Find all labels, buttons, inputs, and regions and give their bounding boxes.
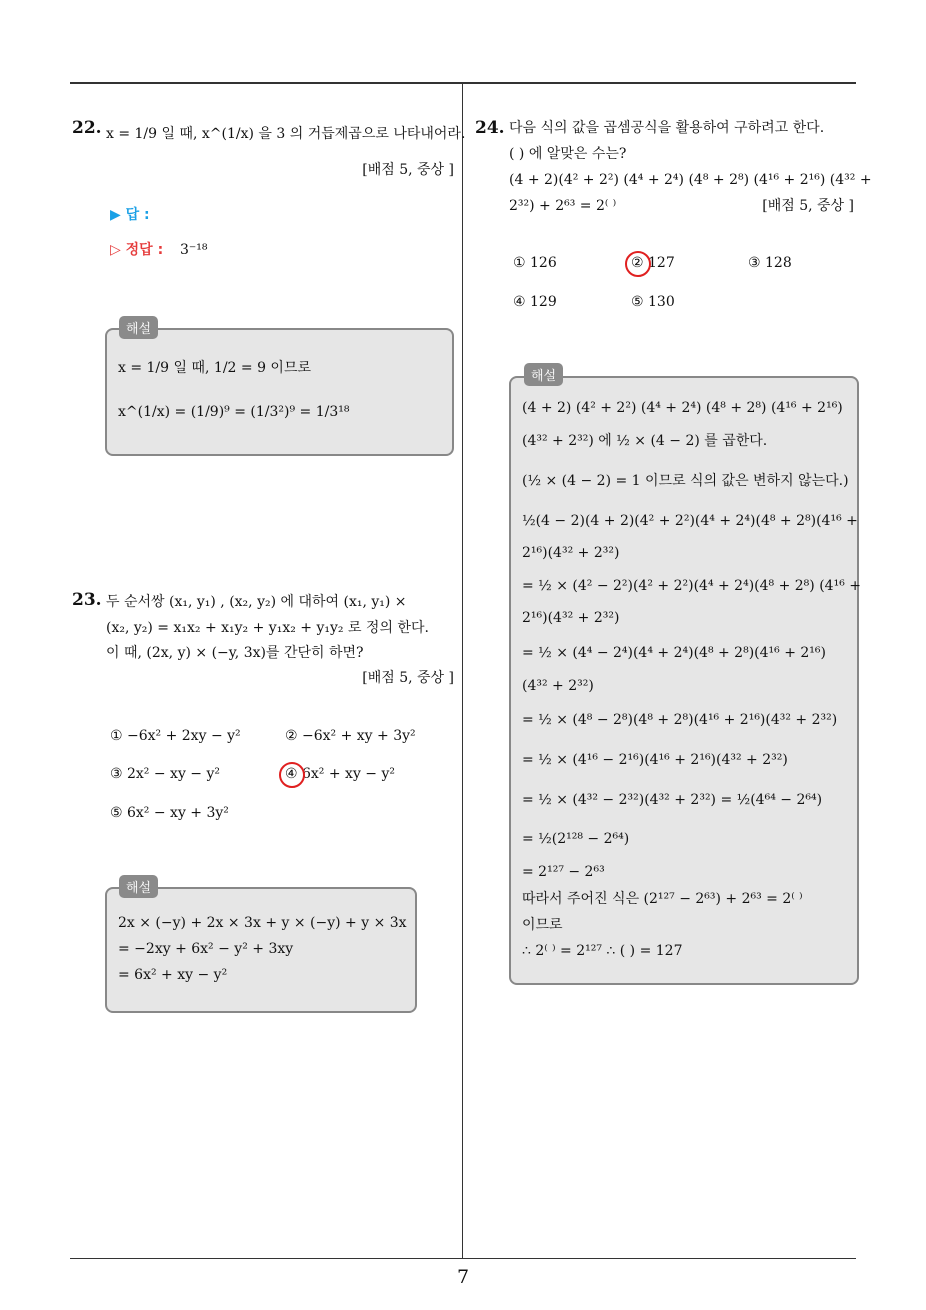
- q24-explain-line: (4 + 2) (4² + 2²) (4⁴ + 2⁴) (4⁸ + 2⁸) (4¹⁶ + 2¹⁶): [522, 400, 843, 416]
- q24-explain-line: = ½ × (4⁴ − 2⁴)(4⁴ + 2⁴)(4⁸ + 2⁸)(4¹⁶ + 2¹⁶): [522, 645, 826, 661]
- top-rule: [70, 82, 856, 84]
- q24-option-5[interactable]: ⑤ 130: [631, 294, 675, 310]
- q24-points: [배점 5, 중상 ]: [762, 198, 854, 214]
- q22-text: x = 1/9 일 때, x^(1/x) 을 3 의 거듭제곱으로 나타내어라.: [106, 126, 466, 142]
- q23-explain-line: 2x × (−y) + 2x × 3x + y × (−y) + y × 3x: [118, 915, 407, 931]
- q24-explain-line: ½(4 − 2)(4 + 2)(4² + 2²)(4⁴ + 2⁴)(4⁸ + 2⁸)(4¹⁶ +: [522, 513, 858, 529]
- q22-explain-line: x = 1/9 일 때, 1/2 = 9 이므로: [118, 360, 311, 376]
- q23-option-3[interactable]: ③ 2x² − xy − y²: [110, 766, 221, 782]
- q23-option-1[interactable]: ① −6x² + 2xy − y²: [110, 728, 241, 744]
- q22-explanation-tag: 해설: [119, 316, 158, 339]
- q24-explain-line: = ½ × (4⁸ − 2⁸)(4⁸ + 2⁸)(4¹⁶ + 2¹⁶)(4³² + 2³²): [522, 712, 838, 728]
- q24-option-1[interactable]: ① 126: [513, 255, 557, 271]
- q24-explain-line: 따라서 주어진 식은 (2¹²⁷ − 2⁶³) + 2⁶³ = 2⁽ ⁾: [522, 891, 803, 907]
- q24-selected-circle-icon: [625, 251, 651, 277]
- q24-line: ( ) 에 알맞은 수는?: [509, 146, 627, 162]
- q23-explain-line: = −2xy + 6x² − y² + 3xy: [118, 941, 294, 957]
- q24-line: 2³²) + 2⁶³ = 2⁽ ⁾: [509, 198, 617, 214]
- q22-correct-value: 3⁻¹⁸: [180, 242, 208, 258]
- q23-number: 23.: [72, 590, 102, 610]
- q23-explanation-tag: 해설: [119, 875, 158, 898]
- q23-line: 두 순서쌍 (x₁, y₁) , (x₂, y₂) 에 대하여 (x₁, y₁) ×: [106, 594, 407, 610]
- q23-explain-line: = 6x² + xy − y²: [118, 967, 228, 983]
- q24-explain-line: = ½ × (4¹⁶ − 2¹⁶)(4¹⁶ + 2¹⁶)(4³² + 2³²): [522, 752, 788, 768]
- q24-explain-line: = ½ × (4³² − 2³²)(4³² + 2³²) = ½(4⁶⁴ − 2⁶⁴): [522, 792, 823, 808]
- q24-explain-line: (4³² + 2³²): [522, 678, 594, 694]
- q24-explain-line: 2¹⁶)(4³² + 2³²): [522, 545, 620, 561]
- q24-explain-line: 이므로: [522, 917, 563, 933]
- q24-explain-line: (4³² + 2³²) 에 ½ × (4 − 2) 를 곱한다.: [522, 433, 768, 449]
- q24-explain-line: 2¹⁶)(4³² + 2³²): [522, 610, 620, 626]
- q24-explain-line: = ½(2¹²⁸ − 2⁶⁴): [522, 831, 630, 847]
- q24-explain-line: ∴ 2⁽ ⁾ = 2¹²⁷ ∴ ( ) = 127: [522, 943, 683, 959]
- q22-correct-label: ▷ 정답 :: [110, 242, 164, 258]
- q23-selected-circle-icon: [279, 762, 305, 788]
- page-number: 7: [456, 1266, 470, 1288]
- q22-number: 22.: [72, 118, 102, 138]
- q23-line: (x₂, y₂) = x₁x₂ + x₁y₂ + y₁x₂ + y₁y₂ 로 정의 한다.: [106, 620, 429, 636]
- q24-explanation-tag: 해설: [524, 363, 563, 386]
- q23-option-2[interactable]: ② −6x² + xy + 3y²: [285, 728, 416, 744]
- bottom-rule: [70, 1258, 856, 1259]
- q23-option-4[interactable]: ④ 6x² + xy − y²: [285, 766, 396, 782]
- q24-explain-line: = 2¹²⁷ − 2⁶³: [522, 864, 605, 880]
- q24-explain-line: (½ × (4 − 2) = 1 이므로 식의 값은 변하지 않는다.): [522, 473, 849, 489]
- q23-points: [배점 5, 중상 ]: [362, 670, 454, 686]
- q24-explain-line: = ½ × (4² − 2²)(4² + 2²)(4⁴ + 2⁴)(4⁸ + 2⁸) (4¹⁶ +: [522, 578, 861, 594]
- q22-points: [배점 5, 중상 ]: [362, 162, 454, 178]
- q22-explain-line: x^(1/x) = (1/9)⁹ = (1/3²)⁹ = 1/3¹⁸: [118, 404, 350, 420]
- q23-line: 이 때, (2x, y) × (−y, 3x)를 간단히 하면?: [106, 645, 364, 661]
- q24-line: (4 + 2)(4² + 2²) (4⁴ + 2⁴) (4⁸ + 2⁸) (4¹⁶ + 2¹⁶) (4³² +: [509, 172, 872, 188]
- q24-option-2[interactable]: ② 127: [631, 255, 675, 271]
- q24-option-3[interactable]: ③ 128: [748, 255, 792, 271]
- q22-answer-label: ▶ 답 :: [110, 207, 150, 223]
- q24-number: 24.: [475, 118, 505, 138]
- q24-line: 다음 식의 값을 곱셈공식을 활용하여 구하려고 한다.: [509, 120, 825, 136]
- column-divider: [462, 83, 463, 1259]
- q24-option-4[interactable]: ④ 129: [513, 294, 557, 310]
- q23-option-5[interactable]: ⑤ 6x² − xy + 3y²: [110, 805, 229, 821]
- q22-explanation-box: [105, 328, 454, 456]
